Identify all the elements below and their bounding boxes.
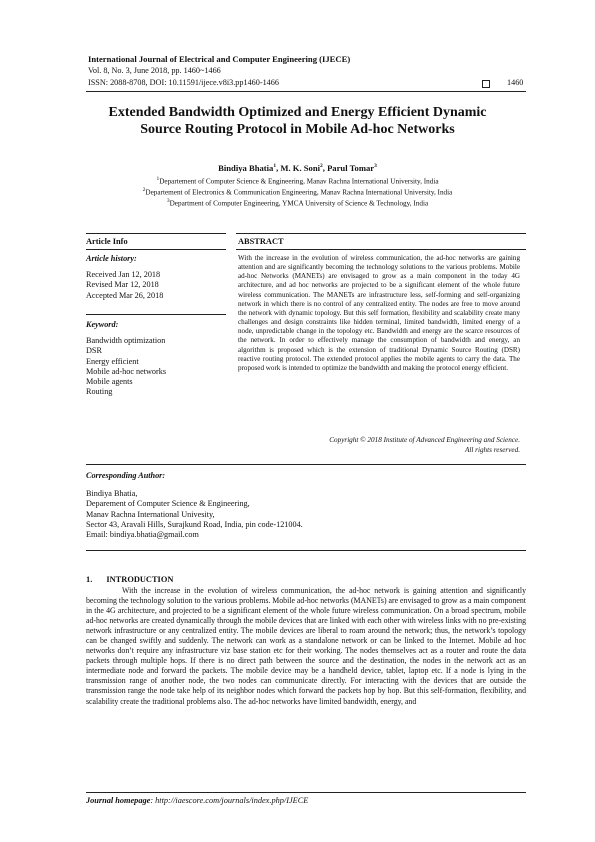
- page-number: 1460: [507, 78, 524, 87]
- square-icon: [482, 80, 490, 88]
- affiliation-text: Department of Computer Engineering, YMCA University of Science & Technology, India: [169, 199, 429, 208]
- footer-rule: [86, 792, 526, 793]
- abstract-text: With the increase in the evolution of wireless communication, the ad-hoc networks are gaining attention and are significantly becoming the technology solutions to the various problems. Mobile ad-hoc Networks (MANETs) are envisaged to grow as a main component in the today 4G architecture, and ad hoc networks are projected to be a significant element of the whole future wireless communication. The MANETs are infrastructure less, self-forming and self-organizing network in which there is no control of any centralized entity. The nodes are free to move around the network with dynamic topology. But this self formation, flexibility and scalability create many challenges and design constraints like hidden terminal, limited bandwidth, limited energy of a node, unpredictable change in the topology etc. Bandwidth and energy are the scarce resources of the network. In order to effectively manage the consumption of bandwidth and energy, an algorithm is proposed which is the extension of traditional Dynamic Source Routing (DSR) reactive routing protocol. The extended protocol applies the mobile agents to carry the data. The proposed work is intended to optimize the bandwidth and making the protocol energy efficient.: [238, 254, 520, 372]
- header-rule: [86, 91, 526, 92]
- keyword-list: [86, 336, 166, 398]
- affiliation: [60, 176, 535, 185]
- affiliation: [60, 187, 535, 196]
- title-line-2: Source Routing Protocol in Mobile Ad-hoc Networks: [140, 122, 455, 137]
- author-sup: 3: [374, 163, 377, 170]
- section-number: 1.: [86, 575, 93, 584]
- affiliation-sup: 3: [166, 198, 170, 204]
- affiliation-sup: 1: [156, 176, 160, 182]
- author-sep: ,: [322, 163, 328, 173]
- history-label: Article history:: [86, 254, 137, 263]
- info-top-rule: [86, 233, 226, 234]
- keyword-item: Energy efficient: [86, 356, 139, 366]
- abstract-rule: [236, 249, 526, 250]
- author-sep: ,: [276, 163, 281, 173]
- abstract-heading: ABSTRACT: [238, 237, 284, 246]
- affiliation: [60, 198, 535, 207]
- keyword-item: Mobile ad-hoc networks: [86, 366, 167, 376]
- section-rule: [86, 464, 526, 465]
- copyright-line-1: Copyright © 2018 Institute of Advanced Engineering and Science.: [329, 436, 520, 444]
- affiliation-sup: 2: [142, 187, 146, 193]
- keyword-item: Bandwidth optimization: [86, 336, 166, 345]
- keyword-item: Mobile agents: [86, 377, 133, 387]
- history-list: [86, 270, 163, 301]
- author-list: [60, 163, 535, 173]
- corresponding-line: Deparement of Computer Science & Engineering,: [86, 499, 250, 509]
- article-info-heading: Article Info: [86, 237, 128, 246]
- history-item: Accepted Mar 26, 2018: [86, 290, 164, 300]
- copyright-notice: [238, 436, 520, 455]
- affiliation-text: Departement of Computer Science & Engineering, Manav Rachna International University, India: [159, 177, 439, 186]
- author-name: Bindiya Bhatia: [218, 163, 274, 173]
- corresponding-details: [86, 489, 303, 540]
- abstract-top-rule: [236, 233, 526, 234]
- homepage-label: Journal homepage: [86, 796, 151, 805]
- homepage-url[interactable]: : http://iaescore.com/journals/index.php/IJECE: [150, 796, 309, 805]
- info-rule: [86, 249, 226, 250]
- author-name: Parul Tomar: [327, 163, 375, 173]
- introduction-paragraph: With the increase in the evolution of wireless communication, the ad-hoc network is gaining attention and significantly becoming the technology solution to the various problems. Mobile ad-hoc networks (MANETs) are envisaged to grow as a main component in the 4G architecture, and projected to be a significant element of the whole future wireless communication. On a broad spectrum, mobile ad-hoc networks are created dynamically through the mobile devices that are linked with each other with wireless links with no pre-existing network infrastructure or any centralized entity. The mobile devices are liberal to roam around the network; thus, the network’s topology can be changed swiftly and suddenly. The network can work as a standalone network or can be linked to the Internet. Mobile ad hoc networks don’t require any infrastructure viz base station etc for their working. The nodes themselves act as a router and route the data packets through multiple hops. If there is no direct path between the source and the destination, the nodes in the network act as an intermediate node and forward the packets. The mobile device may be a handheld device, tablet, laptop etc. If a node is lying in the transmission range of another node, the two nodes can communicate directly. For interacting with the devices that are outside the transmission range the node take help of its neighbor nodes which forward the packets hop by hop. But this self-formation, flexibility, and scalability create the traditional problems also. The ad-hoc networks have limited bandwidth, energy, and: [86, 586, 526, 706]
- author-sup: 2: [320, 163, 323, 170]
- copyright-line-2: All rights reserved.: [464, 445, 520, 454]
- corresponding-line: Manav Rachna International Univesity,: [86, 509, 215, 519]
- keyword-label: Keyword:: [86, 320, 119, 329]
- corresponding-line: Bindiya Bhatia,: [86, 489, 138, 498]
- journal-homepage: [86, 796, 308, 805]
- section-heading: [86, 575, 173, 584]
- corresponding-label: Corresponding Author:: [86, 471, 166, 480]
- info-rule: [86, 314, 226, 315]
- introduction-text: [86, 586, 526, 707]
- affiliation-text: Departement of Electronics & Communication Engineering, Manav Rachna International University, India: [145, 188, 453, 197]
- history-item: Revised Mar 12, 2018: [86, 280, 159, 290]
- keyword-item: Routing: [86, 387, 113, 397]
- section-title: INTRODUCTION: [106, 575, 174, 584]
- paper-title: [60, 104, 535, 138]
- history-item: Received Jan 12, 2018: [86, 270, 161, 279]
- title-line-1: Extended Bandwidth Optimized and Energy Efficient Dynamic: [108, 105, 487, 120]
- corresponding-line: Sector 43, Aravali Hills, Surajkund Road, India, pin code-121004.: [86, 519, 303, 529]
- issn-doi: ISSN: 2088-8708, DOI: 10.11591/ijece.v8i3.pp1460-1466: [88, 78, 279, 87]
- corresponding-line: Email: bindiya.bhatia@gmail.com: [86, 530, 199, 540]
- author-sup: 1: [273, 163, 277, 170]
- journal-name: International Journal of Electrical and Computer Engineering (IJECE): [88, 54, 351, 64]
- volume-info: Vol. 8, No. 3, June 2018, pp. 1460~1466: [88, 66, 221, 75]
- section-rule: [86, 550, 526, 551]
- author-name: M. K. Soni: [280, 163, 321, 173]
- keyword-item: DSR: [86, 346, 102, 356]
